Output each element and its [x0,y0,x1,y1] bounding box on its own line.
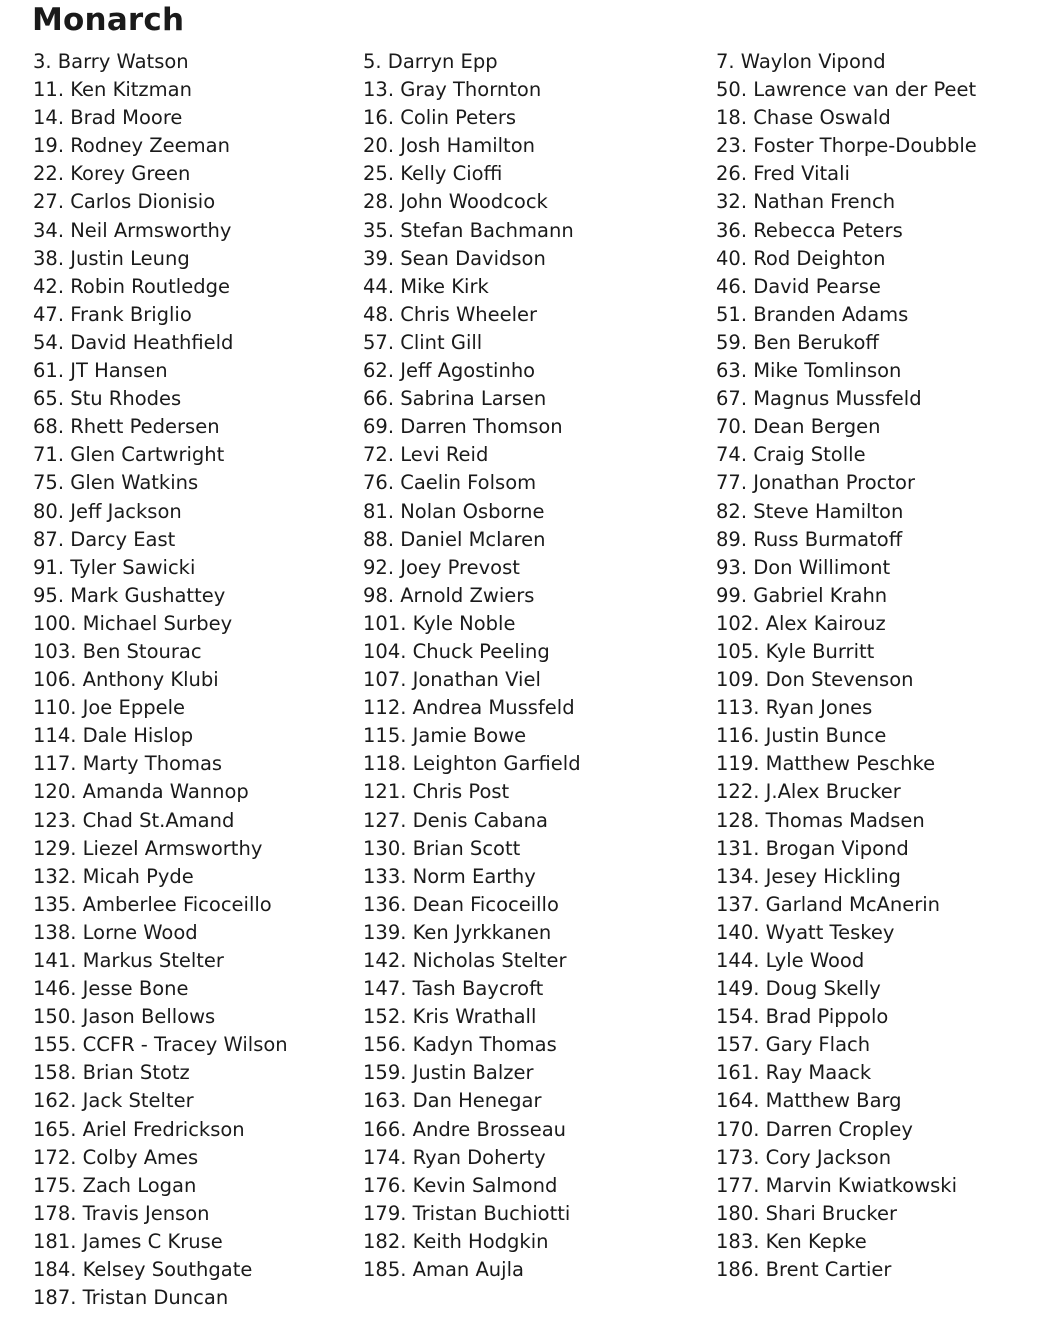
list-item: 131. Brogan Vipond [716,836,909,860]
list-item: 98. Arnold Zwiers [363,583,535,607]
list-item: 20. Josh Hamilton [363,134,535,158]
list-item: 162. Jack Stelter [33,1089,194,1113]
list-item: 122. J.Alex Brucker [716,780,901,804]
list-item: 174. Ryan Doherty [363,1145,546,1169]
list-item: 63. Mike Tomlinson [716,359,902,383]
list-item: 51. Branden Adams [716,302,909,326]
list-item: 133. Norm Earthy [363,864,536,888]
list-item: 185. Aman Aujla [363,1258,524,1282]
list-item: 95. Mark Gushattey [33,583,226,607]
list-item: 13. Gray Thornton [363,78,542,102]
list-item: 14. Brad Moore [33,106,183,130]
list-item: 120. Amanda Wannop [33,780,249,804]
list-item: 23. Foster Thorpe-Doubble [716,134,977,158]
list-item: 117. Marty Thomas [33,752,223,776]
list-item: 116. Justin Bunce [716,724,887,748]
list-item: 135. Amberlee Ficoceillo [33,892,272,916]
list-item: 62. Jeff Agostinho [363,359,536,383]
list-item: 121. Chris Post [363,780,510,804]
list-item: 140. Wyatt Teskey [716,920,895,944]
list-item: 113. Ryan Jones [716,696,873,720]
list-item: 48. Chris Wheeler [363,302,538,326]
list-item: 18. Chase Oswald [716,106,891,130]
list-item: 61. JT Hansen [33,359,168,383]
list-item: 110. Joe Eppele [33,696,185,720]
list-item: 166. Andre Brosseau [363,1117,566,1141]
list-item: 182. Keith Hodgkin [363,1229,549,1253]
list-item: 123. Chad St.Amand [33,808,235,832]
list-item: 107. Jonathan Viel [363,668,541,692]
list-item: 80. Jeff Jackson [33,499,182,523]
list-item: 136. Dean Ficoceillo [363,892,559,916]
list-item: 129. Liezel Armsworthy [33,836,263,860]
list-item: 152. Kris Wrathall [363,1005,537,1029]
list-item: 144. Lyle Wood [716,949,865,972]
list-item: 180. Shari Brucker [716,1201,898,1225]
list-item: 81. Nolan Osborne [363,499,545,523]
list-item: 115. Jamie Bowe [363,724,527,748]
list-item: 178. Travis Jenson [33,1201,210,1225]
list-item: 5. Darryn Epp [363,50,498,73]
list-item: 26. Fred Vitali [716,162,850,186]
list-item: 28. John Woodcock [363,190,548,214]
list-item: 47. Frank Briglio [33,302,192,326]
list-item: 119. Matthew Peschke [716,752,936,776]
list-item: 104. Chuck Peeling [363,639,550,663]
list-item: 149. Doug Skelly [716,977,881,1001]
list-item: 176. Kevin Salmond [363,1173,558,1197]
list-item: 101. Kyle Noble [363,611,516,635]
list-item: 71. Glen Cartwright [33,443,225,467]
list-item: 19. Rodney Zeeman [33,134,230,158]
list-item: 118. Leighton Garfield [363,752,581,776]
name-list-column-2 [363,48,708,1284]
page-title: Monarch [32,2,185,38]
list-item: 186. Brent Cartier [716,1258,892,1282]
list-item: 137. Garland McAnerin [716,892,941,916]
list-item: 3. Barry Watson [33,50,189,73]
list-item: 40. Rod Deighton [716,246,886,270]
list-item: 102. Alex Kairouz [716,611,886,635]
list-item: 54. David Heathfield [33,330,234,354]
list-item: 70. Dean Bergen [716,415,881,439]
list-item: 172. Colby Ames [33,1145,199,1169]
list-item: 91. Tyler Sawicki [33,555,196,579]
list-item: 39. Sean Davidson [363,246,546,270]
list-item: 132. Micah Pyde [33,864,194,888]
name-list-column-3 [716,48,1051,1284]
list-item: 156. Kadyn Thomas [363,1033,557,1057]
list-item: 181. James C Kruse [33,1229,223,1253]
list-item: 69. Darren Thomson [363,415,563,439]
list-item: 183. Ken Kepke [716,1229,867,1253]
list-item: 141. Markus Stelter [33,949,224,972]
list-item: 100. Michael Surbey [33,611,233,635]
list-item: 139. Ken Jyrkkanen [363,920,552,944]
list-item: 72. Levi Reid [363,443,489,467]
list-item: 16. Colin Peters [363,106,517,130]
list-item: 92. Joey Prevost [363,555,520,579]
list-item: 142. Nicholas Stelter [363,949,567,972]
list-item: 11. Ken Kitzman [33,78,192,102]
list-item: 177. Marvin Kwiatkowski [716,1173,958,1197]
list-item: 65. Stu Rhodes [33,387,182,411]
list-item: 38. Justin Leung [33,246,190,270]
list-item: 66. Sabrina Larsen [363,387,547,411]
list-item: 134. Jesey Hickling [716,864,901,888]
list-item: 25. Kelly Cioffi [363,162,503,186]
list-item: 184. Kelsey Southgate [33,1258,253,1282]
list-item: 36. Rebecca Peters [716,218,903,242]
list-item: 44. Mike Kirk [363,274,489,298]
list-item: 35. Stefan Bachmann [363,218,574,242]
list-item: 155. CCFR - Tracey Wilson [33,1033,288,1057]
list-item: 59. Ben Berukoff [716,330,879,354]
list-item: 173. Cory Jackson [716,1145,892,1169]
list-item: 150. Jason Bellows [33,1005,216,1029]
list-item: 50. Lawrence van der Peet [716,78,977,102]
list-item: 179. Tristan Buchiotti [363,1201,571,1225]
list-item: 99. Gabriel Krahn [716,583,888,607]
list-item: 187. Tristan Duncan [33,1286,229,1310]
list-item: 74. Craig Stolle [716,443,866,467]
list-item: 163. Dan Henegar [363,1089,542,1113]
list-item: 75. Glen Watkins [33,471,199,495]
list-item: 93. Don Willimont [716,555,891,579]
list-item: 109. Don Stevenson [716,668,914,692]
list-item: 138. Lorne Wood [33,920,198,944]
list-item: 161. Ray Maack [716,1061,872,1085]
list-item: 68. Rhett Pedersen [33,415,220,439]
list-item: 27. Carlos Dionisio [33,190,216,214]
list-item: 82. Steve Hamilton [716,499,904,523]
list-item: 87. Darcy East [33,527,176,551]
list-item: 89. Russ Burmatoff [716,527,903,551]
list-item: 170. Darren Cropley [716,1117,913,1141]
list-item: 103. Ben Stourac [33,639,202,663]
list-item: 130. Brian Scott [363,836,521,860]
list-item: 146. Jesse Bone [33,977,189,1001]
list-item: 157. Gary Flach [716,1033,871,1057]
list-item: 159. Justin Balzer [363,1061,534,1085]
list-item: 128. Thomas Madsen [716,808,925,832]
list-item: 67. Magnus Mussfeld [716,387,922,411]
list-item: 164. Matthew Barg [716,1089,902,1113]
list-item: 77. Jonathan Proctor [716,471,915,495]
list-item: 88. Daniel Mclaren [363,527,546,551]
list-item: 112. Andrea Mussfeld [363,696,575,720]
list-item: 22. Korey Green [33,162,191,186]
list-item: 114. Dale Hislop [33,724,194,748]
list-item: 42. Robin Routledge [33,274,230,298]
list-item: 147. Tash Baycroft [363,977,544,1001]
list-item: 32. Nathan French [716,190,896,214]
list-item: 154. Brad Pippolo [716,1005,889,1029]
list-item: 105. Kyle Burritt [716,639,875,663]
name-list-column-1 [33,48,353,1312]
list-item: 106. Anthony Klubi [33,668,219,692]
list-item: 46. David Pearse [716,274,881,298]
list-item: 127. Denis Cabana [363,808,548,832]
list-item: 175. Zach Logan [33,1173,197,1197]
list-item: 76. Caelin Folsom [363,471,537,495]
list-item: 57. Clint Gill [363,330,483,354]
list-item: 34. Neil Armsworthy [33,218,232,242]
list-item: 158. Brian Stotz [33,1061,190,1085]
list-item: 7. Waylon Vipond [716,50,886,73]
list-item: 165. Ariel Fredrickson [33,1117,245,1141]
